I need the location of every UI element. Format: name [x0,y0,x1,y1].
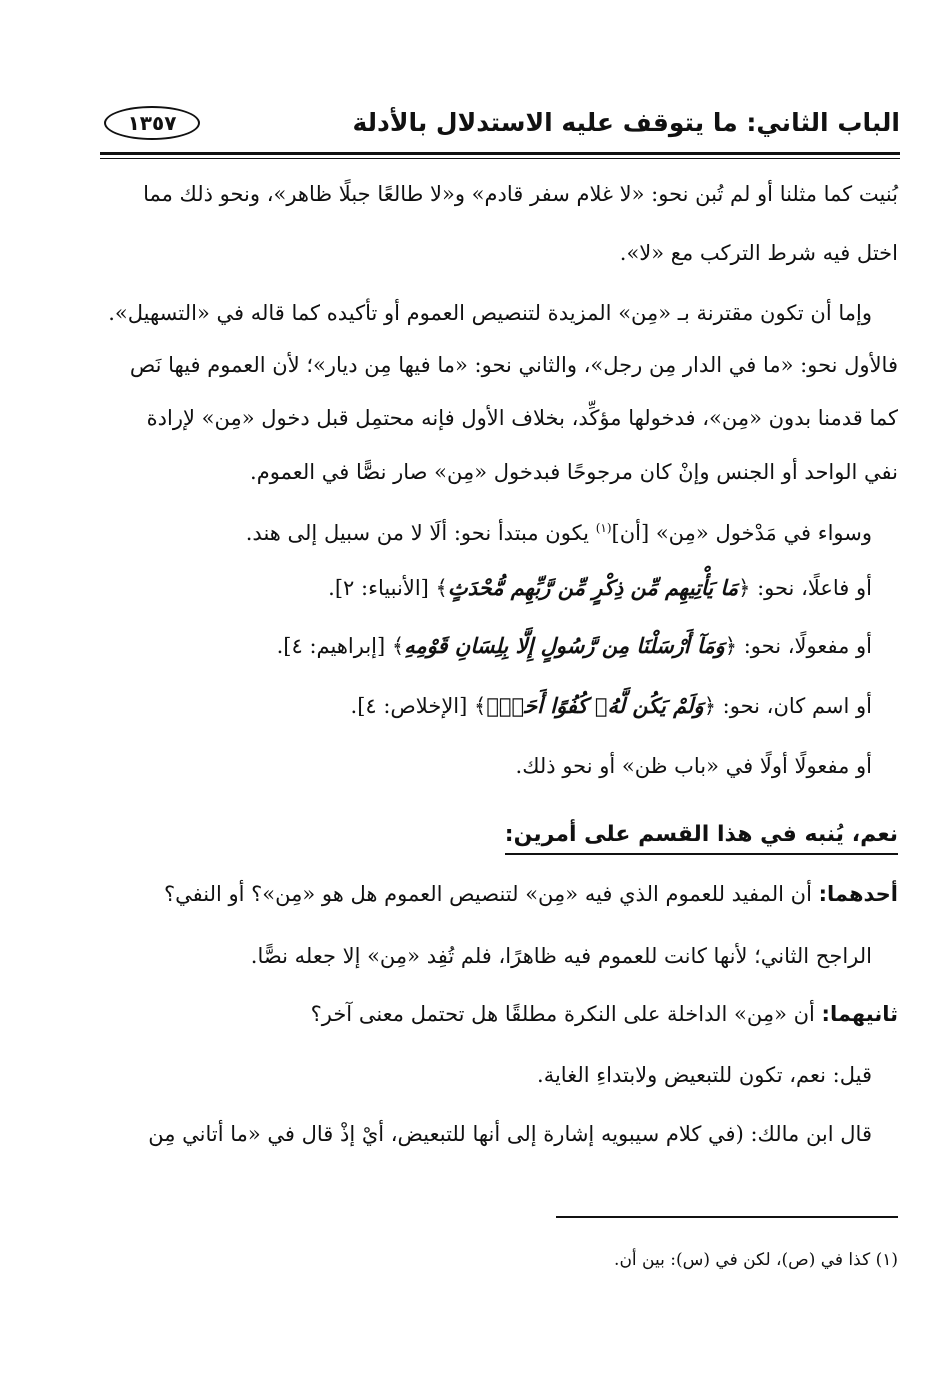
chapter-title: الباب الثاني: ما يتوقف عليه الاستدلال بالأدلة [352,108,900,137]
second-point-text: أن «مِن» الداخلة على النكرة مطلقًا هل تحتمل معنى آخر؟ [310,1002,822,1026]
first-point-text: أن المفيد للعموم الذي فيه «مِن» لتنصيص العموم هل هو «مِن»؟ أو النفي؟ [163,882,819,906]
quran-verse-2: وَمَآ أَرْسَلْنَا مِن رَّسُولٍ إِلَّا بِلِسَانِ قَوْمِهِ [404,633,725,658]
header-rule-thin [100,158,900,159]
text-line-13: الراجح الثاني؛ لأنها كانت للعموم فيه ظاهرًا، فلم تُفِد «مِن» إلا جعله نصًّا. [250,944,872,968]
text-line-5: كما قدمنا بدون «مِن»، فدخولها مؤكِّد، بخلاف الأول فإنه محتمِل قبل دخول «مِن» لإرادة [146,406,898,430]
text-line-7-start: وسواء في مَدْخول «مِن» [أن] [611,521,872,545]
page-number-badge: ١٣٥٧ [104,106,200,140]
quran-verse-1: مَا يَأْتِيهِم مِّن ذِكْرٍ مِّن رَّبِّهِم مُّحْدَثٍ [447,575,739,600]
text-line-6: نفي الواحد أو الجنس وإنْ كان مرجوحًا فبدخول «مِن» صار نصًّا في العموم. [250,460,898,484]
text-line-12 [80,884,898,905]
text-line-10 [54,695,872,717]
second-point-label: ثانيهما: [821,1002,898,1026]
first-point-label: أحدهما: [818,882,898,906]
text-line-9-end: ﴾ [إبراهيم: ٤]. [276,634,405,658]
text-line-8-end: ﴾ [الأنبياء: ٢]. [328,576,448,600]
section-heading: نعم، يُنبه في هذا القسم على أمرين: [505,822,898,855]
text-line-7-end: يكون مبتدأ نحو: ألَا لا من سبيل إلى هند. [245,521,596,545]
header-rule-thick [100,152,900,155]
text-line-3: وإما أن تكون مقترنة بـ «مِن» المزيدة لتنصيص العموم أو تأكيده كما قاله في «التسهيل». [108,301,872,325]
footnote-separator [556,1216,898,1218]
text-line-2: اختل فيه شرط التركب مع «لا». [619,241,898,265]
text-line-11: أو مفعولًا أولًا في «باب ظن» أو نحو ذلك. [515,754,872,778]
running-header [100,98,900,150]
text-line-14 [80,1004,898,1025]
text-line-1: بُنيت كما مثلنا أو لم تُبن نحو: «لا غلام سفر قادم» و«لا طالعًا جبلًا ظاهر»، ونحو ذلك مما [143,182,898,206]
text-line-16: قال ابن مالك: (في كلام سيبويه إشارة إلى أنها للتبعيض، أيْ إذْ قال في «ما أتاني مِن [148,1122,872,1146]
text-line-10-start: أو اسم كان، نحو: ﴿ [703,694,872,718]
text-line-8 [54,577,872,599]
text-line-9 [54,635,872,657]
text-line-4: فالأول نحو: «ما في الدار مِن رجل»، والثاني نحو: «ما فيها مِن ديار»؛ لأن العموم فيها نَص [129,353,898,377]
text-line-8-start: أو فاعلًا، نحو: ﴿ [738,576,872,600]
text-line-10-end: ﴾ [الإخلاص: ٤]. [350,694,487,718]
footnote-marker: (١) [595,521,612,535]
text-line-9-start: أو مفعولًا، نحو: ﴿ [724,634,872,658]
text-line-7 [54,522,872,544]
quran-verse-3: وَلَمْ يَكُن لَّهُۥ كُفُوًا أَحَدٌۢ [486,693,704,718]
footnote: (١) كذا في (ص)، لكن في (س): بين أن. [614,1250,898,1270]
text-line-15: قيل: نعم، تكون للتبعيض ولابتداءِ الغاية. [537,1063,872,1087]
